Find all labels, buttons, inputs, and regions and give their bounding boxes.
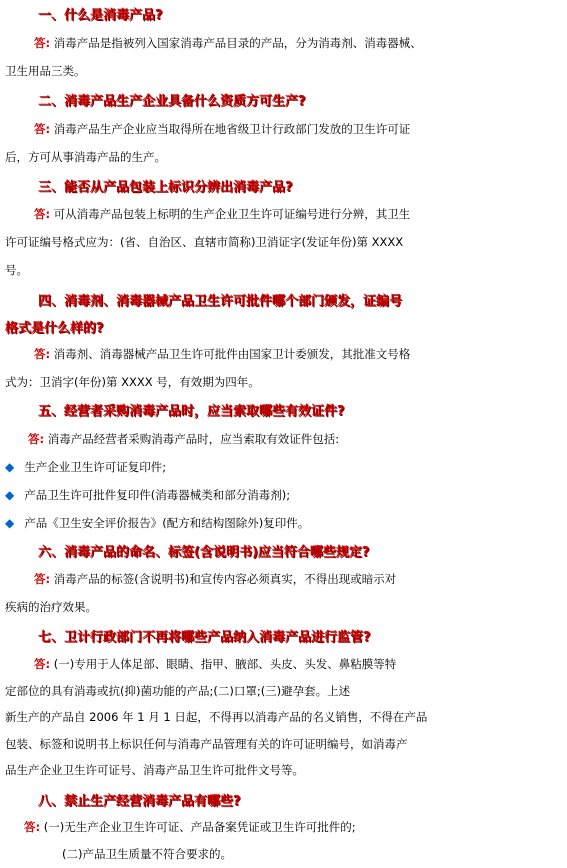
answer-2-line-2: 后，方可从事消毒产品的生产。 [5,150,166,164]
answer-4-line-2: 式为：卫消字(年份)第 XXXX 号，有效期为四年。 [5,375,260,389]
answer-7-line-3: 新生产的产品自 2006 年 1 月 1 日起，不得再以消毒产品的名义销售，不得在产品 [5,710,428,724]
answer-6-line-2: 疾病的治疗效果。 [5,600,97,614]
answer-8-line-1: 答: (一)无生产企业卫生许可证、产品备案凭证或卫生许可批件的; [24,820,356,834]
answer-7-line-4: 包装、标签和说明书上标识任何与消毒产品管理有关的许可证明编号，如消毒产 [5,737,408,751]
question-4-title-line-2: 格式是什么样的? [5,321,104,336]
list-item: ◆ 生产企业卫生许可证复印件; [5,460,167,474]
answer-4-line-1: 答: 消毒剂、消毒器械产品卫生许可批件由国家卫计委颁发，其批准文号格 [34,347,411,361]
answer-7-line-2: 定部位的具有消毒或抗(抑)菌功能的产品;(二)口罩;(三)避孕套。上述 [5,684,351,698]
question-2-title: 二、消毒产品生产企业具备什么资质方可生产? [38,94,306,109]
question-3-title: 三、能否从产品包装上标识分辨出消毒产品? [38,180,293,195]
answer-8-line-2: (二)产品卫生质量不符合要求的。 [62,847,232,861]
question-4-title-line-1: 四、消毒剂、消毒器械产品卫生许可批件哪个部门颁发，证编号 [38,294,403,309]
answer-label: 答: [34,122,51,136]
diamond-bullet-icon: ◆ [5,516,15,530]
answer-label: 答: [34,36,51,50]
answer-label: 答: [24,820,41,834]
answer-7-line-5: 品生产企业卫生许可证号、消毒产品卫生许可批件文号等。 [5,763,304,777]
answer-3-line-3: 号。 [5,263,28,277]
answer-label: 答: [34,657,51,671]
answer-6-line-1: 答: 消毒产品的标签(含说明书)和宣传内容必须真实，不得出现或暗示对 [34,572,397,586]
question-7-title: 七、卫计行政部门不再将哪些产品纳入消毒产品进行监管? [38,630,371,645]
question-5-title: 五、经营者采购消毒产品时，应当索取哪些有效证件? [38,404,345,419]
answer-label: 答: [34,347,51,361]
answer-label: 答: [34,207,51,221]
answer-5-intro: 答: 消毒产品经营者采购消毒产品时，应当索取有效证件包括: [28,432,340,446]
answer-1-line-1: 答: 消毒产品是指被列入国家消毒产品目录的产品，分为消毒剂、消毒器械、 [34,36,422,50]
list-item: ◆ 产品卫生许可批件复印件(消毒器械类和部分消毒剂); [5,488,291,502]
diamond-bullet-icon: ◆ [5,488,15,502]
question-6-title: 六、消毒产品的命名、标签(含说明书)应当符合哪些规定? [38,545,370,560]
answer-label: 答: [28,432,45,446]
answer-3-line-2: 许可证编号格式应为：(省、自治区、直辖市简称)卫消证字(发证年份)第 XXXX [5,235,404,249]
answer-2-line-1: 答: 消毒产品生产企业应当取得所在地省级卫计行政部门发放的卫生许可证 [34,122,411,136]
diamond-bullet-icon: ◆ [5,460,15,474]
answer-label: 答: [34,572,51,586]
answer-3-line-1: 答: 可从消毒产品包装上标明的生产企业卫生许可证编号进行分辨，其卫生 [34,207,411,221]
question-1-title: 一、什么是消毒产品? [38,8,163,23]
answer-7-line-1: 答: (一)专用于人体足部、眼睛、指甲、腋部、头皮、头发、鼻粘膜等特 [34,657,397,671]
answer-1-line-2: 卫生用品三类。 [5,64,86,78]
question-8-title: 八、禁止生产经营消毒产品有哪些? [38,794,241,809]
list-item: ◆ 产品《卫生安全评价报告》(配方和结构图除外)复印件。 [5,516,310,530]
